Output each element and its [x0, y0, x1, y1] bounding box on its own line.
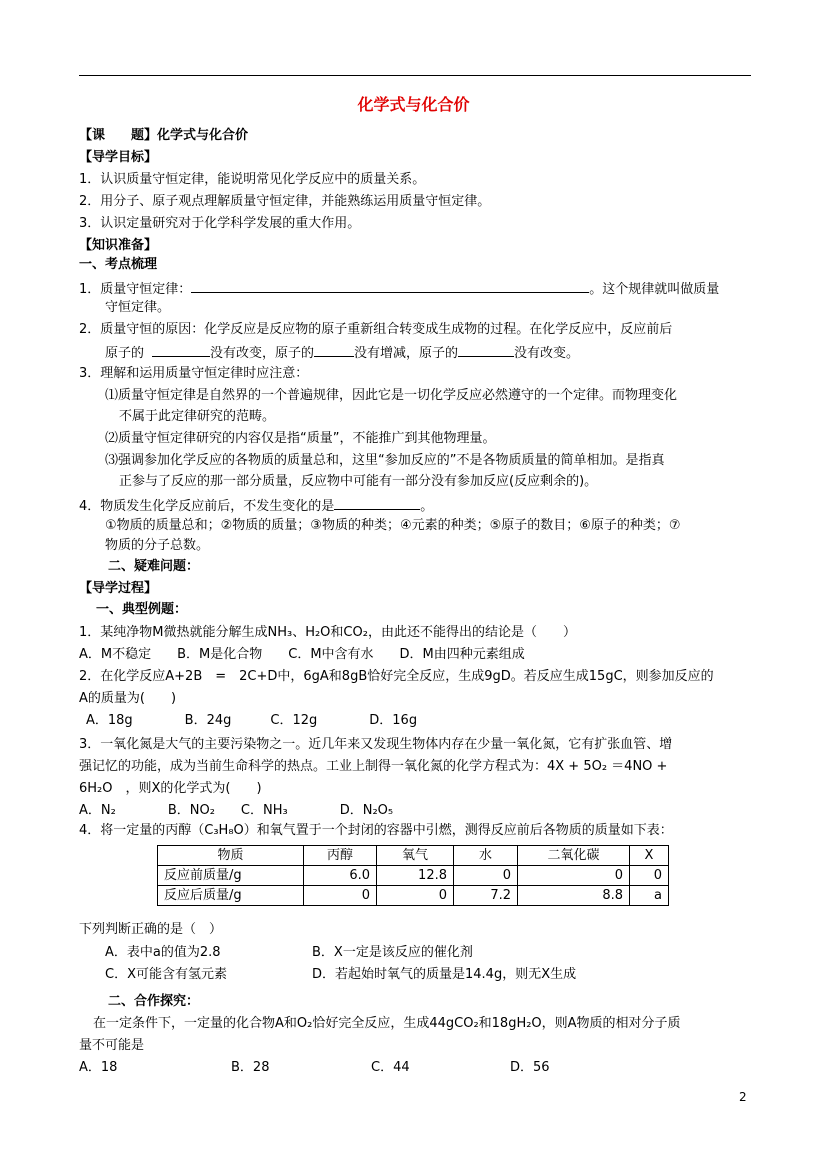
table-header-cell: X	[630, 846, 669, 866]
table-row	[158, 886, 669, 906]
cooperation-option-c: C．44	[371, 1060, 410, 1075]
topic-line	[79, 127, 248, 145]
topic-label: 【课 题】	[79, 128, 158, 143]
question-3-options: A．N₂ B．NO₂ C．NH₃ D．N₂O₅	[79, 803, 394, 818]
point-2-text-b: 没有改变，原子的	[210, 346, 315, 361]
table-cell: 0	[377, 886, 454, 906]
process-section-2: 二、合作探究：	[108, 994, 200, 1009]
point-4-options-cont: 物质的分子总数。	[105, 538, 210, 553]
goals-heading: 【导学目标】	[79, 150, 158, 165]
table-cell: 0	[454, 866, 518, 886]
cooperation-option-d: D．56	[510, 1060, 550, 1075]
goal-1: 1．认识质量守恒定律，能说明常见化学反应中的质量关系。	[79, 172, 426, 187]
question-1-options: A．M不稳定 B．M是化合物 C．M中含有水 D．M由四种元素组成	[79, 647, 525, 662]
point-1-cont: 守恒定律。	[105, 300, 171, 315]
point-2-text-d: 没有改变。	[514, 346, 580, 361]
fill-blank	[152, 343, 210, 357]
table-cell: 反应后质量/g	[158, 886, 304, 906]
point-3-1-cont: 不属于此定律研究的范畴。	[119, 409, 276, 424]
question-2: 2．在化学反应A+2B = 2C+D中，6gA和8gB恰好完全反应，生成9gD。若反应生成15gC，则参加反应的	[79, 669, 714, 684]
table-header-cell: 二氧化碳	[518, 846, 630, 866]
point-2: 2．质量守恒的原因：化学反应是反应物的原子重新组合转变成生成物的过程。在化学反应中，反应前后	[79, 322, 673, 337]
question-2-cont: A的质量为( )	[79, 691, 177, 706]
table-cell: 8.8	[518, 886, 630, 906]
question-2-options: A．18g B．24g C．12g D．16g	[86, 713, 418, 728]
prep-section-1: 一、考点梳理	[79, 257, 158, 272]
table-cell: 7.2	[454, 886, 518, 906]
point-4-text: 4．物质发生化学反应前后，不发生变化的是	[79, 499, 335, 514]
question-4-option-d: D．若起始时氧气的质量是14.4g，则无X生成	[312, 967, 577, 982]
point-4-tail: 。	[420, 499, 434, 514]
goal-3: 3．认识定量研究对于化学科学发展的重大作用。	[79, 216, 361, 231]
fill-blank	[334, 496, 420, 510]
question-4-prompt: 下列判断正确的是（ ）	[79, 922, 223, 937]
question-4-option-a: A．表中a的值为2.8	[105, 945, 221, 960]
table-cell: 12.8	[377, 866, 454, 886]
question-4: 4．将一定量的丙醇（C₃H₈O）和氧气置于一个封闭的容器中引燃，测得反应前后各物质的质量如下表：	[79, 823, 673, 838]
point-2-text-c: 没有增减，原子的	[354, 346, 459, 361]
fill-blank	[458, 343, 514, 357]
table-cell: 0	[630, 866, 669, 886]
question-1: 1．某纯净物M微热就能分解生成NH₃、H₂O和CO₂，由此还不能得出的结论是（ ）	[79, 625, 576, 640]
table-cell: 反应前质量/g	[158, 866, 304, 886]
cooperation-option-a: A．18	[79, 1060, 118, 1075]
question-4-option-c: C．X可能含有氢元素	[105, 967, 227, 982]
process-heading: 【导学过程】	[79, 581, 158, 596]
point-2-cont	[105, 343, 579, 363]
cooperation-question: 在一定条件下，一定量的化合物A和O₂恰好完全反应，生成44gCO₂和18gH₂O，则A物质的相对分子质	[93, 1016, 681, 1031]
point-3-2: ⑵质量守恒定律研究的内容仅是指“质量”，不能推广到其他物理量。	[105, 431, 496, 446]
cooperation-question-cont: 量不可能是	[79, 1038, 145, 1053]
point-1	[79, 279, 719, 299]
table-cell: a	[630, 886, 669, 906]
point-3-3-cont: 正参与了反应的那一部分质量，反应物中可能有一部分没有参加反应(反应剩余的)。	[119, 474, 598, 489]
page-number: 2	[739, 1090, 747, 1104]
table-header-cell: 丙醇	[304, 846, 377, 866]
topic-value: 化学式与化合价	[157, 128, 249, 143]
header-rule	[79, 75, 751, 76]
table-cell: 0	[518, 866, 630, 886]
process-section-1: 一、典型例题：	[96, 602, 188, 617]
prep-heading: 【知识准备】	[79, 238, 158, 253]
table-header-cell: 氧气	[377, 846, 454, 866]
table-cell: 6.0	[304, 866, 377, 886]
point-4	[79, 496, 433, 516]
prep-section-2: 二、疑难问题：	[108, 559, 200, 574]
point-4-options: ①物质的质量总和；②物质的质量；③物质的种类；④元素的种类；⑤原子的数目；⑥原子的种类；⑦	[105, 518, 681, 533]
question-3-cont-2: 6H₂O ，则X的化学式为( )	[79, 781, 262, 796]
cooperation-option-b: B．28	[231, 1060, 270, 1075]
table-header-cell: 物质	[158, 846, 304, 866]
question-4-option-b: B．X一定是该反应的催化剂	[312, 945, 473, 960]
table-cell: 0	[304, 886, 377, 906]
page-title: 化学式与化合价	[357, 95, 470, 114]
table-header-row	[158, 846, 669, 866]
mass-table	[157, 845, 669, 906]
point-1-tail: 。这个规律就叫做质量	[589, 282, 720, 297]
question-3-cont: 强记忆的功能，成为当前生命科学的热点。工业上制得一氧化氮的化学方程式为：4X + 5O₂ ＝4NO +	[79, 759, 668, 774]
question-3: 3．一氧化氮是大气的主要污染物之一。近几年来又发现生物体内存在少量一氧化氮，它有扩张血管、增	[79, 737, 673, 752]
table-header-cell: 水	[454, 846, 518, 866]
goal-2: 2．用分子、原子观点理解质量守恒定律，并能熟练运用质量守恒定律。	[79, 194, 491, 209]
point-3: 3．理解和运用质量守恒定律时应注意：	[79, 366, 309, 381]
point-3-3: ⑶强调参加化学反应的各物质的质量总和，这里“参加反应的”不是各物质质量的简单相加。是指真	[105, 453, 665, 468]
fill-blank	[191, 279, 589, 293]
point-1-text: 1．质量守恒定律：	[79, 282, 192, 297]
point-3-1: ⑴质量守恒定律是自然界的一个普遍规律，因此它是一切化学反应必然遵守的一个定律。而物理变化	[105, 388, 678, 403]
table-row	[158, 866, 669, 886]
fill-blank	[314, 343, 354, 357]
point-2-text-a: 原子的	[105, 346, 145, 361]
